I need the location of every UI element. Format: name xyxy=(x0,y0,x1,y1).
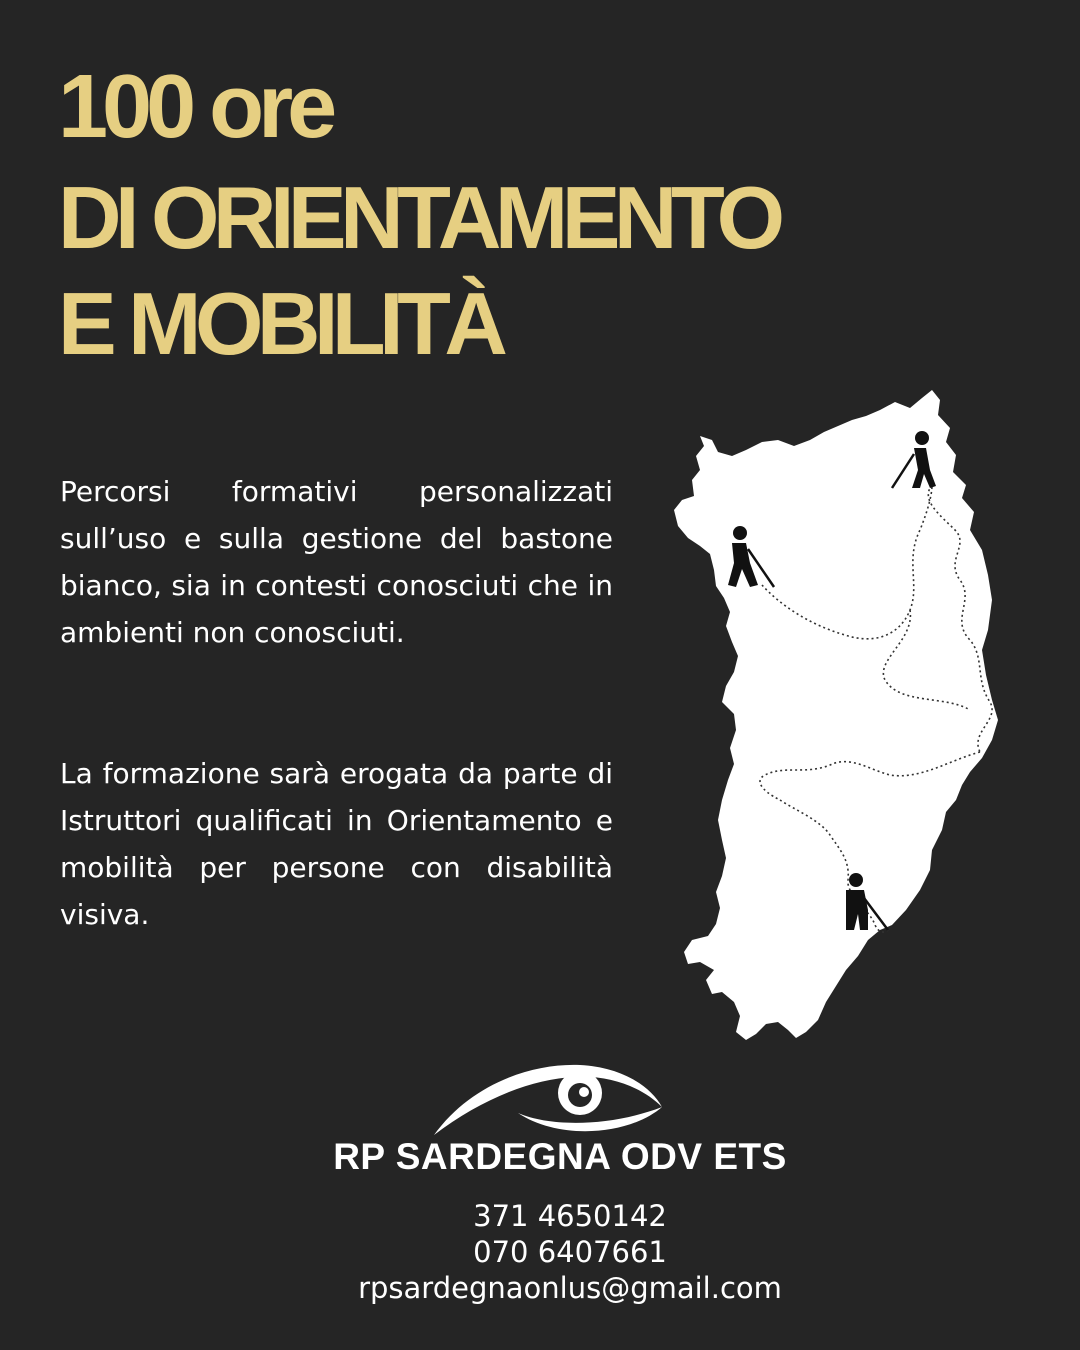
contact-block xyxy=(0,1198,1080,1306)
phone-number-1[interactable]: 371 4650142 xyxy=(473,1199,667,1233)
eye-logo-icon xyxy=(430,1055,670,1140)
sardinia-map-icon xyxy=(670,380,1050,1050)
eye-highlight xyxy=(579,1087,589,1097)
phone-number-2[interactable]: 070 6407661 xyxy=(473,1235,667,1269)
organization-name: RP SARDEGNA ODV ETS xyxy=(333,1136,787,1177)
headline xyxy=(58,57,1018,380)
headline-line-3: E MOBILITÀ xyxy=(58,274,502,373)
headline-line-1: 100 ore xyxy=(58,57,332,157)
headline-line-2: DI ORIENTAMENTO xyxy=(58,168,779,267)
email-address[interactable]: rpsardegnaonlus@gmail.com xyxy=(358,1271,782,1305)
island-shape xyxy=(674,390,998,1040)
description-paragraph-1: Percorsi formativi personalizzati sull’uso e sulla gestione del bastone bianco, sia in contesti conosciuti che in ambienti non conosciuti. xyxy=(60,475,613,649)
description-paragraph-2: La formazione sarà erogata da parte di Istruttori qualificati in Orientamento e mobilità per persone con disabilità visiva. xyxy=(60,757,613,931)
